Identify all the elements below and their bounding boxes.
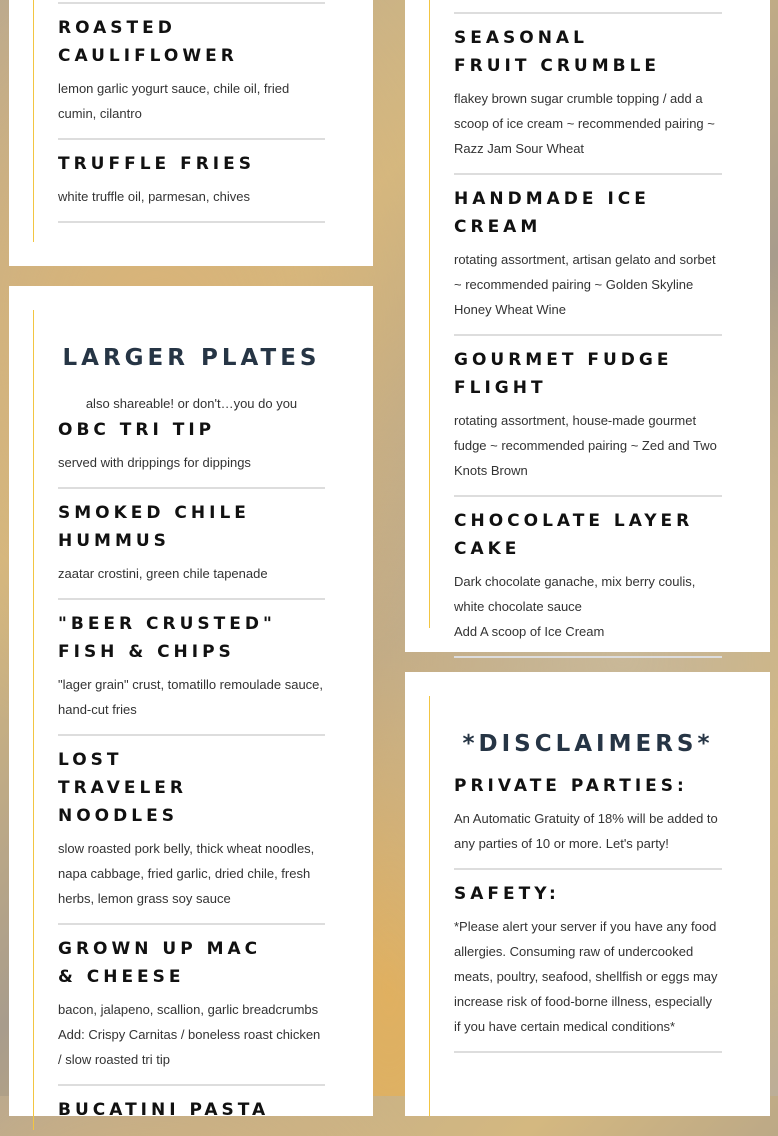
menu-item (58, 925, 325, 1086)
menu-item (454, 175, 722, 336)
item-extra: Add A scoop of Ice Cream (454, 624, 605, 639)
menu-item (454, 870, 722, 1053)
item-name: ROASTED CAULIFLOWER (58, 18, 238, 66)
item-desc: rotating assortment, house-made gourmet fudge ~ recommended pairing ~ Zed and Two Knots Brown (454, 413, 717, 478)
menu-item (454, 764, 722, 870)
item-desc: slow roasted pork belly, thick wheat noodles, napa cabbage, fried garlic, dried chile, fresh herbs, lemon grass soy sauce (58, 841, 315, 906)
item-desc: Dark chocolate ganache, mix berry coulis, white chocolate sauce (454, 574, 696, 614)
accent-rule (429, 0, 430, 628)
menu-item (454, 14, 722, 175)
item-name: PRIVATE PARTIES: (454, 776, 688, 796)
item-name: BUCATINI PASTA (58, 1100, 270, 1120)
section-title: LARGER PLATES (62, 345, 321, 371)
item-desc: An Automatic Gratuity of 18% will be added to any parties of 10 or more. Let's party! (454, 811, 718, 851)
menu-card-larger-plates (9, 286, 373, 1120)
menu-item (58, 489, 325, 600)
menu-item (58, 140, 325, 223)
menu-card-sides (9, 0, 373, 266)
menu-item (58, 4, 325, 140)
item-name: LOST TRAVELER NOODLES (58, 750, 187, 826)
item-desc: rotating assortment, artisan gelato and sorbet ~ recommended pairing ~ Golden Skyline Honey Wheat Wine (454, 252, 716, 317)
accent-rule (429, 696, 430, 1116)
menu-item (58, 414, 325, 489)
item-name: SAFETY: (454, 884, 560, 904)
item-desc: flakey brown sugar crumble topping / add a scoop of ice cream ~ recommended pairing ~ Razz Jam Sour Wheat (454, 91, 715, 156)
menu-item (58, 1086, 325, 1136)
item-name: "BEER CRUSTED" FISH & CHIPS (58, 614, 276, 662)
item-name: HANDMADE ICE CREAM (454, 189, 650, 237)
item-name: OBC TRI TIP (58, 420, 216, 440)
section-title: *DISCLAIMERS* (462, 731, 714, 757)
menu-item (454, 336, 722, 497)
item-desc: white truffle oil, parmesan, chives (58, 189, 250, 204)
item-name: SEASONAL FRUIT CRUMBLE (454, 28, 661, 76)
item-extra: Add: Crispy Carnitas / boneless roast chicken / slow roasted tri tip (58, 1027, 321, 1067)
item-name: CHOCOLATE LAYER CAKE (454, 511, 694, 559)
menu-card-disclaimers (405, 672, 770, 1116)
menu-item (58, 736, 325, 925)
partial-desc (454, 0, 722, 2)
accent-rule (33, 310, 34, 1130)
accent-rule (33, 0, 34, 242)
item-name: TRUFFLE FRIES (58, 154, 255, 174)
section-tagline: also shareable! or don't…you do you (85, 396, 298, 411)
item-name: GROWN UP MAC & CHEESE (58, 939, 262, 987)
menu-item (58, 600, 325, 736)
item-desc: served with drippings for dippings (58, 455, 251, 470)
menu-card-desserts (405, 0, 770, 652)
item-name: GOURMET FUDGE FLIGHT (454, 350, 673, 398)
item-desc: zaatar crostini, green chile tapenade (58, 566, 268, 581)
item-desc: "lager grain" crust, tomatillo remoulade sauce, hand-cut fries (58, 677, 324, 717)
item-desc: bacon, jalapeno, scallion, garlic breadcrumbs (58, 1002, 319, 1017)
item-name: SMOKED CHILE HUMMUS (58, 503, 250, 551)
item-desc: *Please alert your server if you have any food allergies. Consuming raw of undercooked meats, poultry, seafood, shellfish or eggs may increase risk of food-borne illness, especially if you have certain medical conditions* (454, 919, 718, 1034)
item-desc: lemon garlic yogurt sauce, chile oil, fried cumin, cilantro (58, 81, 290, 121)
menu-item (454, 497, 722, 658)
